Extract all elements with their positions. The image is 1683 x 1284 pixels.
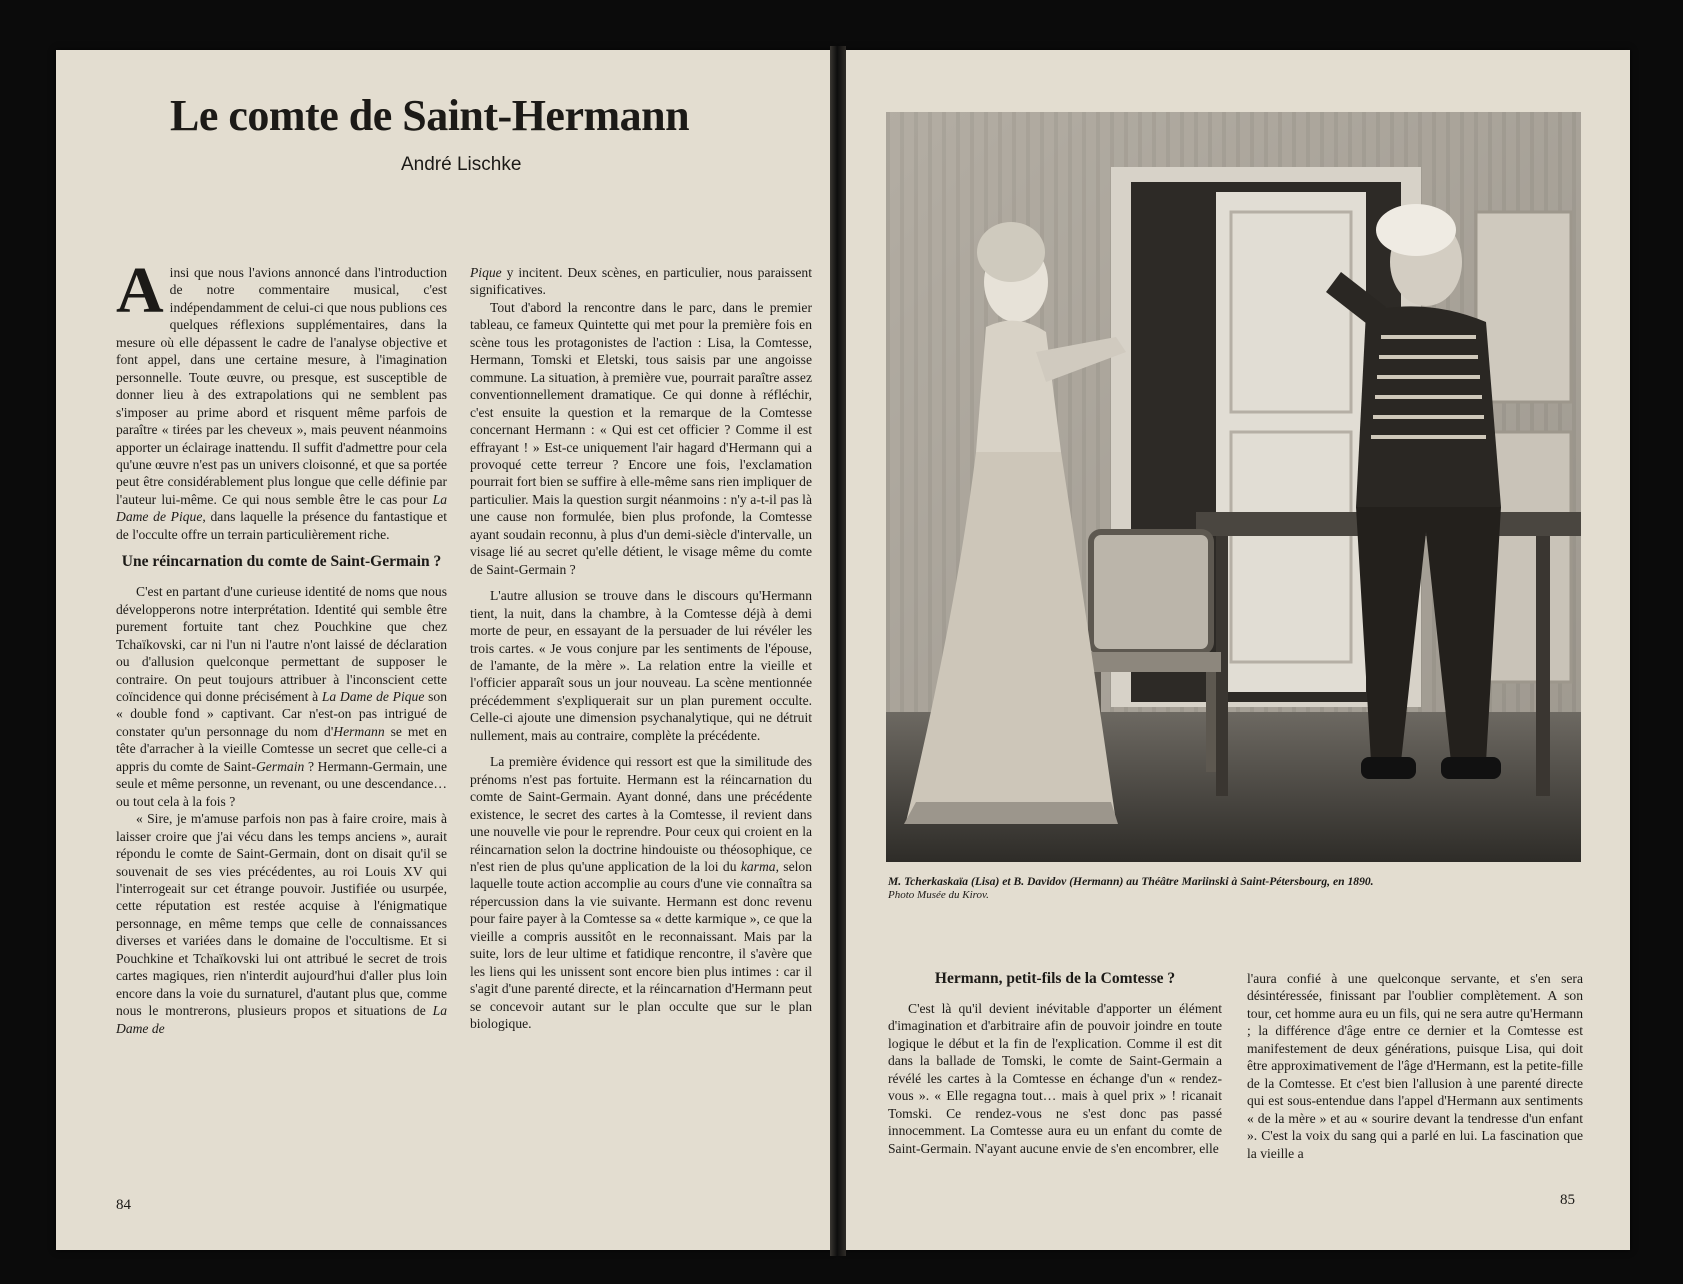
left-column-2 <box>470 264 812 1032</box>
stage-photograph-icon <box>886 112 1581 862</box>
body-paragraph: C'est là qu'il devient inévitable d'apporter un élément d'imagination et d'arbitraire afin de pouvoir joindre en toute logique le début et la fin de l'explication. Comme il est dit dans la ballade de Tomski, le comte de Saint-Germain a révélé les cartes à la Comtesse en échange d'un « rendez-vous ». « Elle regagna tout… mais à quel prix » ! ricanait Tomski. Ce rendez-vous ne s'est donc pas passé innocemment. La Comtesse aura eu un enfant du comte de Saint-Germain. N'ayant aucune envie de s'en encombrer, elle <box>888 1001 1222 1156</box>
body-paragraph: L'autre allusion se trouve dans le discours qu'Hermann tient, la nuit, dans la chambre, à la Comtesse déjà à demi morte de peur, en essayant de la persuader de lui révéler les trois cartes. « Je vous conjure par les sentiments de l'épouse, de l'amante, de la mère ». La relation entre la vieille et l'officier apparaît sous un jour nouveau. La scène mentionnée précédemment s'expliquerait sur un plan purement occulte. Celle-ci ajoute une dimension psychanalytique, qui ne détruit nullement, mais au contraire, complète la précédente. <box>470 588 812 743</box>
body-paragraph: La première évidence qui ressort est que la similitude des prénoms n'est pas fortuite. Hermann est la réincarnation du comte de Saint-Germain. Ayant donné, dans une précédente existence, le secret des cartes à la Comtesse, il revient dans une nouvelle vie pour le reprendre. Pour ceux qui croient en la réincarnation selon la doctrine hindouiste ou théosophique, ce n'est rien de plus qu'une application de la loi du karma, selon laquelle toute action accomplie au cours d'une vie connaîtra sa répercussion dans la vie suivante. Hermann est donc revenu pour faire payer à la Comtesse sa « dette karmique », ce que la vieille a compris aussitôt en le reconnaissant. Mais par la suite, lors de leur ultime et fatidique rencontre, il s'avère que les liens qui les unissent sont encore bien plus intimes : car il s'agit d'une parenté directe, et la réincarnation d'Hermann peut se concevoir autant sur le plan occulte que sur le plan biologique. <box>470 754 812 1032</box>
photo-caption: M. Tcherkaskaïa (Lisa) et B. Davidov (Hermann) au Théâtre Mariinski à Saint-Pétersbourg, en 1890. <box>888 875 1374 888</box>
article-author: André Lischke <box>401 154 522 175</box>
article-title: Le comte de Saint-Hermann <box>170 91 690 140</box>
body-paragraph: « Sire, je m'amuse parfois non pas à faire croire, mais à laisser croire que j'ai vécu dans les temps anciens », aurait répondu le comte de Saint-Germain, dont on disait qu'il se souvenait de ses vies précédentes, au roi Louis XV qui l'interrogeait sur cet étrange pouvoir. Justifiée ou usurpée, cette réputation est restée acquise à l'énigmatique personnage, en même temps que celle de connaissances diverses et variées dans le domaine de l'occultisme. Et si Pouchkine et Tchaïkovski lui ont attribué le secret de trois cartes magiques, rien n'interdit aujourd'hui d'aller plus loin encore dans la voie du surnaturel, d'autant plus que, comme nous le montrerons, plusieurs propos et situations de La Dame de <box>116 811 447 1036</box>
stage-photograph <box>886 112 1581 862</box>
left-column-1 <box>116 254 447 1037</box>
right-column-1 <box>888 970 1222 1157</box>
section-heading-reincarnation: Une réincarnation du comte de Saint-Germain ? <box>121 553 442 571</box>
section-heading-hermann: Hermann, petit-fils de la Comtesse ? <box>934 970 1176 987</box>
page-number-right: 85 <box>1560 1192 1575 1208</box>
body-paragraph: Pique y incitent. Deux scènes, en particulier, nous paraissent significatives. <box>470 265 812 298</box>
body-paragraph: C'est en partant d'une curieuse identité de noms que nous développerons notre interprétation. Identité qui semble être purement fortuite tant chez Pouchkine que chez Tchaïkovski, car ni l'un ni l'autre n'ont laissé de déclaration ou d'allusion quelconque permettant de supposer le contraire. On peut toujours attribuer à l'inconscient cette coïncidence qui donne précisément à La Dame de Pique son « double fond » captivant. Car n'est-on pas intrigué de constater qu'un personnage du nom d'Hermann se met en tête d'arracher à la vieille Comtesse un secret que celle-ci a appris du comte de Saint-Germain ? Hermann-Germain, une seule et même personne, un revenant, ou une descendance… ou tout cela à la fois ? <box>116 584 447 809</box>
photo-credit: Photo Musée du Kirov. <box>888 889 989 901</box>
right-column-2 <box>1247 970 1583 1162</box>
body-paragraph: l'aura confié à une quelconque servante, et s'en sera désintéressée, finissant par l'oublier complètement. A son tour, cet homme aura eu un fils, qui ne sera autre qu'Hermann ; la différence d'âge entre ce dernier et la Comtesse est manifestement de deux générations, puisque Lisa, qui doit être approximativement de l'âge d'Hermann, est la petite-fille de la Comtesse. Et c'est bien l'allusion à une parenté directe qui est sous-entendue dans l'appel d'Hermann aux sentiments « de la mère » et au « sourire devant la tendresse d'un enfant ». C'est la voix du sang qui a parlé en lui. La fascination que la vieille a <box>1247 971 1583 1161</box>
page-number-left: 84 <box>116 1197 131 1213</box>
intro-paragraph: Ainsi que nous l'avions annoncé dans l'introduction de notre commentaire musical, c'est indépendamment de celui-ci que nous publions ces quelques réflexions supplémentaires, dans la mesure où elle dépassent le cadre de l'analyse objective et font appel, dans une certaine mesure, à l'imagination personnelle. Toute œuvre, ou presque, est susceptible de donner lieu à des extrapolations qui ne semblent pas s'imposer au prime abord et risquent même parfois de paraître « tirées par les cheveux », mais peuvent néanmoins apporter un éclairage inattendu. Il suffit d'admettre pour cela qu'une œuvre n'est pas un univers cloisonné, et que sa portée peut être considérablement plus longue que celle définie par l'auteur lui-même. Ce qui nous semble être le cas pour La Dame de Pique, dans laquelle la présence du fantastique et de l'occulte offre un terrain particulièrement riche. <box>116 254 447 542</box>
body-paragraph: Tout d'abord la rencontre dans le parc, dans le premier tableau, ce fameux Quintette qui met pour la première fois en scène tous les protagonistes de l'action : Lisa, la Comtesse, Hermann, Tomski et Eletski, tous saisis par une angoisse commune. La situation, à première vue, pourrait paraître assez conventionnellement dramatique. Ce qui donne à réfléchir, c'est ensuite la question et la remarque de la Comtesse concernant Hermann : « Qui est cet officier ? Comme il est effrayant ! » Est-ce uniquement l'air hagard d'Hermann qui a provoqué cette terreur ? Encore une fois, l'exclamation pourrait fort bien se suffire à elle-même sans rien impliquer de particulier. Mais la question surgit néanmoins : n'y a-t-il pas là une cause non formulée, bien plus profonde, la Comtesse ayant soudain reconnu, à plus d'un demi-siècle d'intervalle, un visage lié au secret qu'elle détient, le visage même du comte de Saint-Germain ? <box>470 299 812 577</box>
book-spine <box>830 46 846 1256</box>
drop-cap: A <box>116 254 164 327</box>
